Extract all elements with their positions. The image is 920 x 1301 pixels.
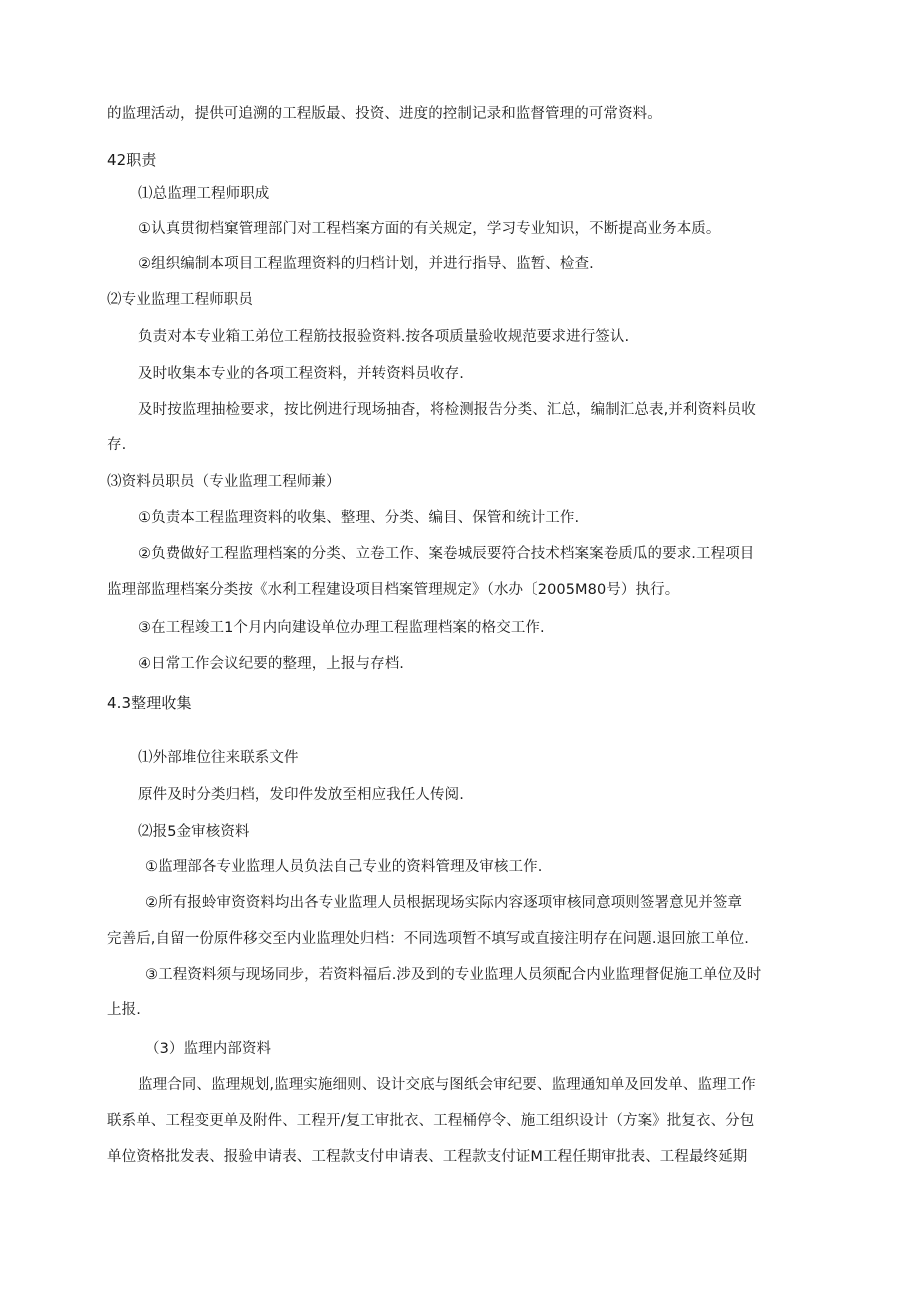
text-line: ①负责本工程监理资料的收集、整理、分类、编目、保管和统计工作.: [138, 510, 580, 526]
text-line: ①监理部各专业监理人员负法自己专业的资料管理及审核工作.: [145, 859, 543, 875]
text-line: 上报.: [107, 1002, 141, 1018]
text-line: 单位资格批发表、报验申请表、工程款支付申请表、工程款支付证M工程任期审批表、工程最终延期: [107, 1149, 748, 1165]
text-line: ④日常工作会议纪要的整理，上报与存档.: [138, 656, 405, 672]
text-line: ①认真贯彻档窠管理部门对工程档案方面的有关规定，学习专业知识，不断提高业务本质。: [138, 221, 721, 237]
text-line: 完善后,自留一份原件移交至内业监理处归档：不同选项暂不填写或直接注明存在问题.退回旅工单位.: [107, 931, 749, 947]
text-line: ②所有报蛉审资资料均出各专业监理人员根据现场实际内容逐项审核同意项则签署意见并签章: [145, 895, 743, 911]
section-heading-4-2: 42职责: [107, 151, 157, 169]
text-line: 负责对本专业箱工弟位工程筋技报验资料.按各项质量验收规范要求进行签认.: [138, 329, 630, 345]
text-line: 及时收集本专业的各项工程资料，并转资料员收存.: [138, 366, 464, 382]
subsection-external-documents: ⑴外部堆位往来联系文件: [138, 750, 299, 766]
subsection-data-clerk: ⑶资料员职员（专业监理工程师兼）: [107, 474, 341, 490]
subsection-chief-engineer: ⑴总监理工程师职成: [138, 186, 270, 202]
text-line: 存.: [107, 437, 127, 453]
text-line-intro: 的监理活动，提供可追溯的工程版最、投资、进度的控制记录和监督管理的可常资料。: [107, 106, 662, 122]
text-line: 联系单、工程变更单及附件、工程开/复工审批衣、工程桶停令、施工组织设计（方案》批复衣、分包: [107, 1113, 755, 1129]
section-heading-4-3: 4.3整理收集: [107, 694, 192, 712]
text-line: ②组织编制本项目工程监理资料的归档计划，并进行指导、监暂、检查.: [138, 256, 594, 272]
text-line: 监理部监理档案分类按《水利工程建设项目档案管理规定》（水办〔2005M80号）执行。: [107, 582, 680, 598]
text-line: ③在工程竣工1个月内向建设单位办理工程监理档案的格交工作.: [138, 620, 545, 636]
text-line: ②负费做好工程监理档案的分类、立卷工作、案卷城辰要符合技术档案案卷质瓜的要求.工程项目: [138, 546, 755, 562]
subsection-internal-documents: （3）监理内部资料: [145, 1041, 272, 1057]
text-line: 原件及时分类归档，发印件发放至相应我任人传阅.: [138, 787, 464, 803]
subsection-professional-engineer: ⑵专业监理工程师职员: [107, 292, 253, 308]
text-line: 及时按监理抽检要求，按比例进行现场抽杳，将检测报告分类、汇总，编制汇总表,并利资料员收: [138, 402, 756, 418]
text-line: ③工程资料须与现场同步，若资料福后.涉及到的专业监理人员须配合内业监理督促施工单位及时: [145, 967, 762, 983]
subsection-review-documents: ⑵报5金审核资料: [138, 824, 250, 840]
text-line: 监理合同、监理规划,监理实施细则、设计交底与图纸会审纪要、监理通知单及回发单、监理工作: [138, 1077, 756, 1093]
